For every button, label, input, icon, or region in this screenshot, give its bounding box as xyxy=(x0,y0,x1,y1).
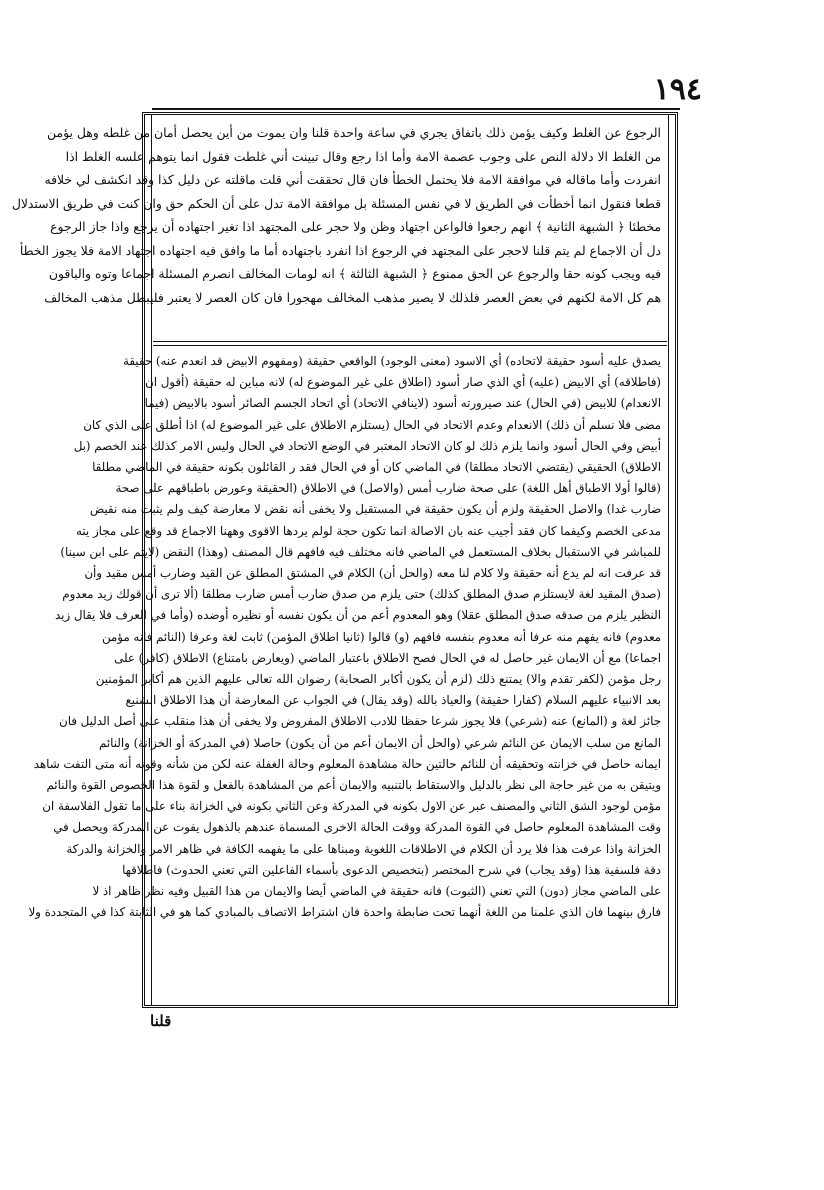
text-line: (فاطلاقه) أي الابيض (عليه) أي الذي صار أسود (اطلاق على غير الموضوع له) لانه مباين له حقيقة (أقول ان xyxy=(145,375,661,390)
text-line: أبيض وفي الحال أسود وانما يلزم ذلك لو كان الاتحاد المعتبر في الوضع الاتحاد في الحال وليس الامر كذلك عند الخصم (بل xyxy=(73,438,661,453)
text-line: يصدق عليه أسود حقيقة لاتحاده) أي الاسود (معنى الوجود) الواقعي حقيقة (ومفهوم الابيض قد انعدم عنه) حقيقة xyxy=(123,354,661,368)
text-line: المانع من سلب الايمان عن النائم شرعي (والحل أن الايمان أعم من أن يكون) حاصلا (في المدركة أو الخزانة) والنائم xyxy=(98,735,661,750)
text-line: دقة فلسفية هذا (وقد يجاب) في شرح المختصر (بتخصيص الدعوى بأسماء الفاعلين التي تعني الحدوث) فاطلاقها xyxy=(122,862,661,877)
text-line: فارق بينهما فان الذي علمنا من اللغة أنهما تحت ضابطة واحدة فان اشتراط الاتصاف بالمبادي كما هو في الثابتة كذا في المتجددة ولا xyxy=(28,905,661,920)
text-line: قطعا فنقول انما أخطأت في الطريق لا في نفس المسئلة بل موافقة الامة تدل على أن الحكم حق وان كنت في طريق الاستدلال xyxy=(11,195,661,211)
text-line: دل أن الاجماع لم يتم قلنا لاحجر على المجتهد في الرجوع اذا انفرد باجتهاده أما ما وافق فيه اجتهاده اجتهاد الامة فلا يجوز الخطأ xyxy=(19,242,661,258)
text-line: معدوم) فانه يفهم منه عرفا أنه معدوم بنفسه فافهم (و) قالوا (ثانيا اطلاق المؤمن) ثابت لغة وعرفا (النائم فانه مؤمن xyxy=(101,629,661,644)
text-line: على الماضي مجاز (دون) التي تعني (الثبوت) فانه حقيقة في الماضي أيضا والايمان من هذا القبيل وفيه نظر ظاهر اذ لا xyxy=(92,884,661,899)
text-line: الانعدام) للابيض (في الحال) عند صيرورته أسود (لاينافي الاتحاد) أي اتحاد الجسم الصائر أسود بالابيض (فيما xyxy=(144,396,661,411)
text-line: من الغلط الا دلالة النص على وجوب عصمة الامة وأما اذا رجع وقال تبينت أني غلطت فقول انما يتوهم علسه الغلط اذا xyxy=(65,148,661,164)
text-line: فيه ويجب كونه حقا والرجوع عن الحق ممنوع ﴿ الشبهة الثالثة ﴾ انه لومات المخالف انصرم المسئلة اجماعا وتوه والباقون xyxy=(48,266,661,281)
section-divider xyxy=(153,341,667,346)
upper-text-block xyxy=(11,121,661,333)
text-line: للمباشر في الاستقبال بخلاف المستعمل في الماضي فانه مختلف فيه فافهم قال المصنف (وهذا) النقض (لايتم على ابن سينا) xyxy=(60,544,661,559)
text-line: وقت المشاهدة المعلوم حاصل في القوة المدركة ووقت الحالة الاخرى المسماة عندهم بالذهول يفوت عن المدركة ويحصل في xyxy=(53,820,661,835)
page-number: ١٩٤ xyxy=(653,72,702,107)
text-line: جائز لغة و (المانع) عنه (شرعي) فلا يجوز شرعا حفظا للادب الاطلاق المفروض ولا يخفى أن هذا منقلب على أصل الدليل فان xyxy=(59,714,661,729)
catchword: قلنا xyxy=(150,1012,172,1030)
text-line: ضارب غدا) والاصل الحقيقة ولزم أن يكون حقيقة في المستقبل ولا يخفى أنه نقض لا معارضة كيف ولم يثبت منه نقيض xyxy=(89,502,661,517)
lower-text-block xyxy=(28,351,661,1001)
text-line: الخزانة واذا عرفت هذا فلا يرد أن الكلام في الاطلاقات اللغوية ومبناها على ما يفهمه الكافة في ظاهر الامر والخزانة والدركة xyxy=(66,841,661,856)
text-line: مخطئا ﴿ الشبهة الثانية ﴾ انهم رجعوا فالواعن اجتهاد وظن ولا حجر على المجتهد اذا تغير اجتهاده أن يرجع واذا جاز الرجوع xyxy=(50,219,661,234)
text-line: (صدق المقيد لغة لايستلزم صدق المطلق كذلك) حتى يلزم من صدق ضارب أمس ضارب مطلقا (ألا ترى أن قولك زيد معدوم xyxy=(62,587,661,602)
text-line: الاطلاق) الحقيقي (يقتضي الاتحاد مطلقا) في الماضي كان أو في الحال فقد ر القائلون بكونه حقيقة في الماضي مطلقا xyxy=(92,460,661,475)
text-line: مؤمن لوجود الشق الثاني والمصنف عبر عن الاول بكونه في المدركة وعن الثاني بكونه في الخزانة بناء على ما تقول الفلاسفة ان xyxy=(42,799,661,814)
text-line: مدعى الخصم وكيفما كان فقد أجيب عنه بان الاصالة انما تكون حجة لولم يردها الاقوى وههنا الاجماع قد وقع على مجاز يته xyxy=(76,523,661,538)
text-line: (قالوا أولا الاطباق أهل اللغة) على صحة ضارب أمس (والاصل) في الاطلاق (الحقيقة وعورض باطباقهم على صحة xyxy=(115,481,661,496)
page-frame xyxy=(11,112,678,1008)
frame-inner-right-rule xyxy=(668,115,669,1005)
text-line: بعد الانبياء عليهم السلام (كفارا حقيقة) والعياذ بالله (وقد يقال) في الجواب عن المعارضة أن هذا الاطلاق الشنيع xyxy=(125,693,661,708)
text-line: اجماعا) مع أن الايمان غير حاصل له في الحال فصح الاطلاق باعتبار الماضي (ويعارض بامتناع) الاطلاق (كافر) على xyxy=(114,650,661,665)
text-line: الرجوع عن الغلط وكيف يؤمن ذلك باتفاق يجري في ساعة واحدة قلنا وان يموت من أين يحصل أمان من غلطه وهل يؤمن xyxy=(47,125,661,140)
text-line: انفردت وأما ماقاله في موافقة الامة فلا يحتمل الخطأ فان قال تحققت أني قلت ماقلته عن دليل كذا وقد انكشف لي خلافه xyxy=(44,172,661,187)
text-line: رجل مؤمن (لكفر تقدم والا) يمتنع ذلك (لزم أن يكون أكابر الصحابة) رضوان الله تعالى عليهم الذين هم أكابر المؤمنين xyxy=(95,672,661,687)
text-line: النظير يلزم من صدقه صدق المطلق عقلا) وهو المعدوم أعم من أن يكون نفسه أو نظيره أوضده (وأما في العرف فلا يقال زيد xyxy=(54,608,661,623)
text-line: هم كل الامة لكنهم في بعض العصر فلذلك لا يصير مذهب المخالف مهجورا فان كان العصر لا يعتبر فليبطل مذهب المخالف xyxy=(44,289,661,305)
text-line: ويتيقن به من غير حاجة الى نظر بالدليل والاستقاط بالتنبيه والايمان أعم من المشاهدة بالفعل و لقوة هذا الخصوص القوة والنائم xyxy=(46,778,661,793)
text-line: قد عرفت انه لم يدع أنه حقيقة ولا كلام لنا معه (والحل أن) الكلام في المشتق المطلق عن القيد وضارب أمس مقيد وأن xyxy=(84,566,661,581)
page-number-rule xyxy=(152,108,680,110)
text-line: ايمانه حاصل في خزانته وتحقيقه أن للنائم حالتين حالة مشاهدة المعلوم وحالة الغفلة عنه لكن من شأنه وقوته أنه متى التفت شاهد xyxy=(33,756,661,771)
text-line: مضى فلا نسلم أن ذلك) الانعدام وعدم الاتحاد في الحال (يستلزم الاطلاق على غير الموضوع له) اذا أطلق على الذي كان xyxy=(83,417,661,432)
